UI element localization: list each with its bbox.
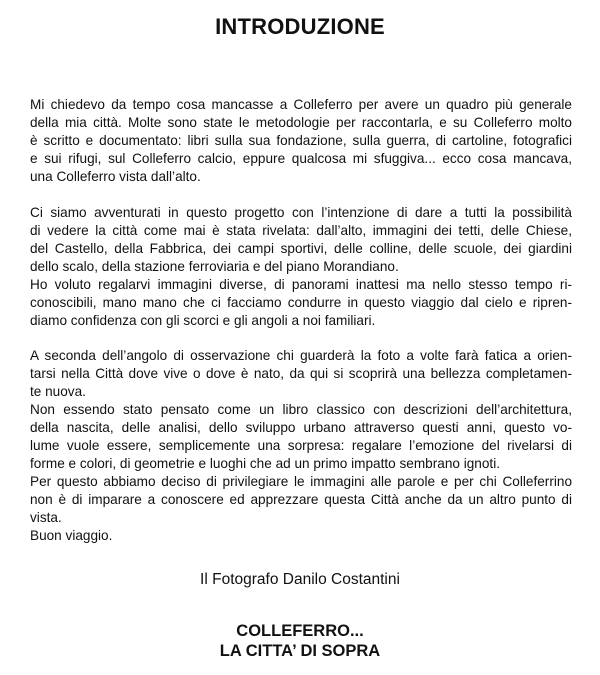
paragraph-line: forme e colori, di geometrie e luoghi che ad un primo impatto sembrano ignoti. (30, 456, 500, 471)
paragraph-line: di vedere la città come mai è stata rivelata: dall’alto, immagini dei tetti, delle Chiese, (30, 223, 572, 238)
page-title: INTRODUZIONE (215, 14, 385, 39)
paragraph-4 (30, 527, 572, 545)
paragraph-line: lume vuole essere, semplicemente una sorpresa: regalare l’emozione del rivelarsi di (30, 438, 572, 453)
paragraph-line: è scritto e documentato: libri sulla sua fondazione, sulla guerra, di cartoline, fotografici (30, 133, 572, 148)
author-signature: Il Fotografo Danilo Costantini (200, 571, 400, 588)
paragraph-line: della nascita, delle analisi, dello sviluppo urbano attraverso questi anni, questo vo- (30, 420, 572, 435)
paragraph-line: non è di imparare a conoscere ed apprezzare questa Città anche da un altro punto di (30, 492, 572, 507)
paragraph-line: Non essendo stato pensato come un libro classico con descrizioni dell’architettura, (30, 402, 572, 417)
paragraph-line: della mia città. Molte sono state le metodologie per raccontarla, e su Colleferro molto (30, 115, 572, 130)
paragraph-line: e sui rifugi, sul Colleferro calcio, eppure qualcosa mi sfuggiva... ecco cosa mancava, (30, 151, 572, 166)
paragraph-line: conoscibili, mano mano che ci facciamo condurre in questo viaggio dal cielo e ripren- (30, 295, 572, 310)
closing-title-line-1: COLLEFERRO... (236, 622, 364, 640)
paragraph-line: te nuova. (30, 384, 86, 399)
paragraph-line: Ho voluto regalarvi immagini diverse, di panorami inattesi ma nello stesso tempo ri- (30, 277, 572, 292)
paragraph-line: del Castello, della Fabbrica, dei campi sportivi, delle colline, delle scuole, dei giardini (30, 241, 572, 256)
paragraph-3 (30, 347, 572, 527)
paragraph-line: Ci siamo avventurati in questo progetto con l’intenzione di dare a tutti la possibilità (30, 205, 572, 220)
paragraph-line: tarsi nella Città dove vive o dove è nato, da qui si scoprirà una bellezza completamen- (30, 366, 572, 381)
closing-title-line-2: LA CITTA’ DI SOPRA (219, 642, 381, 660)
paragraph-1 (30, 96, 572, 186)
paragraph-line: vista. (30, 510, 62, 525)
paragraph-line: dello scalo, della stazione ferroviaria e del piano Morandiano. (30, 259, 399, 274)
paragraph-line: una Colleferro vista dall’alto. (30, 169, 201, 184)
paragraph-line: Buon viaggio. (30, 528, 113, 543)
paragraph-line: A seconda dell’angolo di osservazione chi guarderà la foto a volte farà fatica a orien- (30, 348, 572, 363)
paragraph-2 (30, 204, 572, 330)
paragraph-line: Mi chiedevo da tempo cosa mancasse a Colleferro per avere un quadro più generale (30, 97, 572, 112)
paragraph-line: diamo confidenza con gli scorci e gli angoli a noi familiari. (30, 313, 376, 328)
paragraph-line: Per questo abbiamo deciso di privilegiare le immagini alle parole e per chi Colleferrino (30, 474, 572, 489)
closing-title (0, 621, 600, 661)
